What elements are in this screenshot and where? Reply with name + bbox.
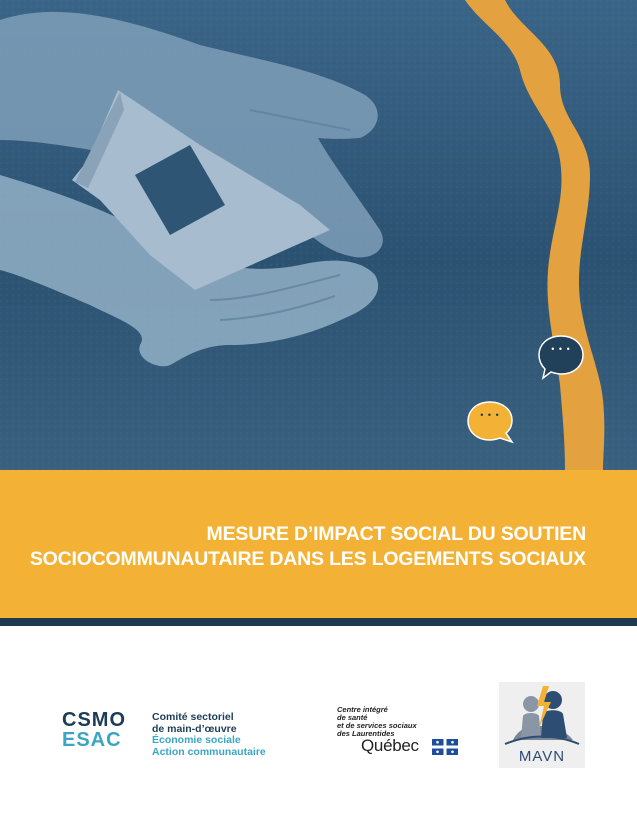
bubble-dots: • • • (480, 410, 500, 420)
csmo-esac-logo (62, 709, 266, 758)
document-title (30, 522, 586, 572)
csmo-tagline: Comité sectoriel de main-d’œuvre Économie sociale Action communautaire (152, 711, 266, 758)
partner-logos (0, 626, 637, 827)
title-band (0, 470, 637, 618)
divider (0, 618, 637, 626)
title-line-1: MESURE D’IMPACT SOCIAL DU SOUTIEN (206, 523, 586, 545)
csmo-wordmark: CSMO (62, 709, 126, 731)
cisss-laurentides-logo (337, 706, 467, 758)
esac-wordmark: ESAC (62, 729, 122, 751)
speech-bubble-icon (466, 400, 516, 446)
cisss-name: Centre intégré de santé et de services sociaux des Laurentides (337, 705, 417, 738)
mavn-wordmark: MAVN (518, 748, 566, 765)
mavn-logo (499, 682, 585, 768)
mavn-figures-icon (499, 682, 585, 752)
title-line-2: SOCIOCOMMUNAUTAIRE DANS LES LOGEMENTS SOCIAUX (29, 548, 586, 570)
speech-bubble-icon (537, 334, 585, 380)
bubble-dots: • • • (551, 344, 571, 354)
quebec-wordmark: Québec (361, 736, 419, 755)
fleur-de-lis-flag-icon (432, 739, 458, 755)
